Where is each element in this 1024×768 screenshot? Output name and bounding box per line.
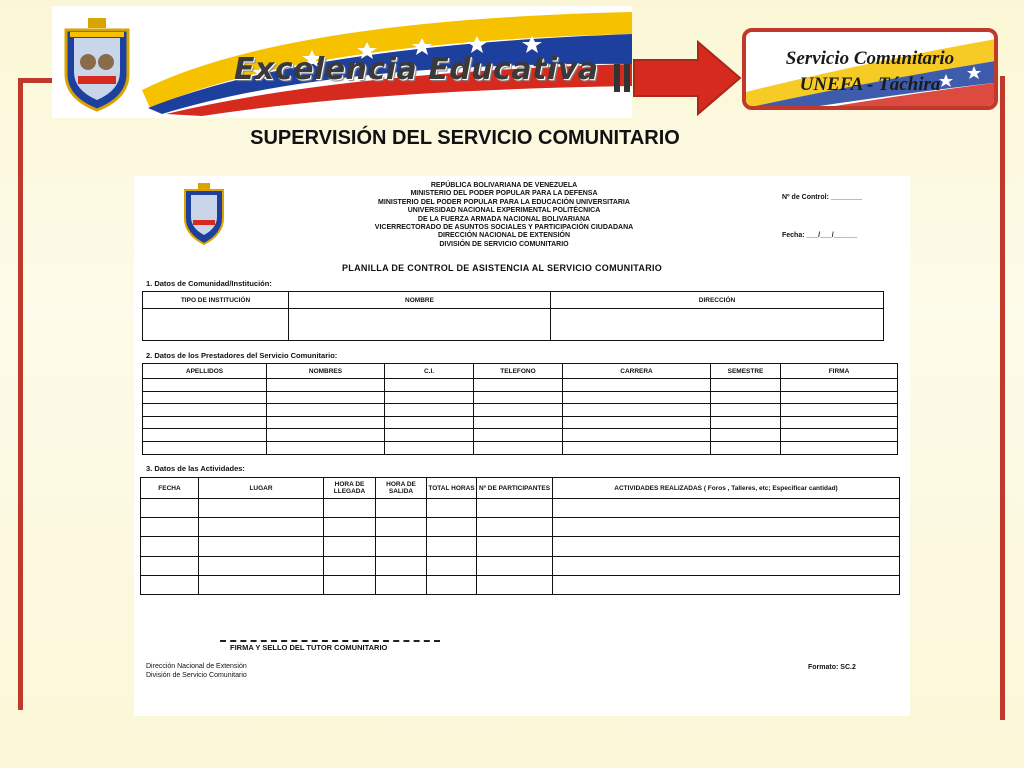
section2-label: 2. Datos de los Prestadores del Servicio Comunitario: bbox=[146, 351, 338, 360]
section1-label: 1. Datos de Comunidad/Institución: bbox=[146, 279, 272, 288]
table-cell bbox=[289, 309, 551, 341]
heading-line: DIVISIÓN DE SERVICIO COMUNITARIO bbox=[439, 240, 569, 248]
badge-line-campus: UNEFA - Táchira bbox=[799, 74, 941, 95]
column-header: HORA DE SALIDA bbox=[376, 478, 427, 499]
column-header: APELLIDOS bbox=[143, 364, 267, 379]
control-number-label: Nº de Control: ________ bbox=[782, 194, 862, 201]
document-seal-icon bbox=[182, 182, 226, 246]
signature-line bbox=[220, 640, 440, 642]
table-row bbox=[143, 429, 898, 442]
table-cell bbox=[551, 309, 884, 341]
footer-line: División de Servicio Comunitario bbox=[146, 672, 247, 679]
table-row bbox=[143, 379, 898, 392]
table-row bbox=[141, 556, 900, 575]
date-label: Fecha: ___/___/______ bbox=[782, 232, 858, 239]
heading-line: MINISTERIO DEL PODER POPULAR PARA LA EDUCACIÓN UNIVERSITARIA bbox=[378, 198, 630, 206]
header-banner bbox=[52, 6, 632, 118]
frame-left-border bbox=[18, 78, 23, 710]
column-header: ACTIVIDADES REALIZADAS ( Foros , Talleres, etc; Especificar cantidad) bbox=[553, 478, 900, 499]
table-row bbox=[143, 404, 898, 417]
column-header: CARRERA bbox=[563, 364, 711, 379]
arrow-right-icon bbox=[614, 40, 742, 116]
badge-line-service: Servicio Comunitario bbox=[785, 48, 955, 69]
table-row bbox=[143, 416, 898, 429]
column-header: TOTAL HORAS bbox=[427, 478, 477, 499]
column-header: C.I. bbox=[385, 364, 474, 379]
attendance-form-document bbox=[134, 176, 910, 716]
column-header: TIPO DE INSTITUCIÓN bbox=[143, 292, 289, 309]
column-header: FIRMA bbox=[781, 364, 898, 379]
footer-line: Dirección Nacional de Extensión bbox=[146, 663, 247, 670]
badge-flag-graphic bbox=[746, 32, 998, 110]
signature-label: FIRMA Y SELLO DEL TUTOR COMUNITARIO bbox=[230, 643, 388, 652]
section3-label: 3. Datos de las Actividades: bbox=[146, 464, 245, 473]
form-title: PLANILLA DE CONTROL DE ASISTENCIA AL SERVICIO COMUNITARIO bbox=[342, 263, 663, 273]
community-table bbox=[142, 291, 884, 341]
page-title bbox=[0, 127, 930, 150]
column-header: SEMESTRE bbox=[711, 364, 781, 379]
document-heading bbox=[334, 182, 674, 249]
document-footer-left bbox=[146, 662, 247, 680]
heading-line: DE LA FUERZA ARMADA NACIONAL BOLIVARIANA bbox=[417, 215, 591, 223]
frame-right-border bbox=[1000, 76, 1005, 720]
table-row bbox=[141, 499, 900, 518]
column-header: LUGAR bbox=[199, 478, 324, 499]
column-header: NOMBRES bbox=[267, 364, 385, 379]
column-header: Nº DE PARTICIPANTES bbox=[477, 478, 553, 499]
column-header: HORA DE LLEGADA bbox=[324, 478, 376, 499]
table-row bbox=[143, 441, 898, 454]
program-badge bbox=[742, 28, 998, 110]
table-row bbox=[143, 309, 884, 341]
heading-line: DIRECCIÓN NACIONAL DE EXTENSIÓN bbox=[437, 232, 571, 240]
table-row bbox=[141, 575, 900, 594]
university-seal-icon bbox=[60, 16, 134, 114]
heading-line: REPÚBLICA BOLIVARIANA DE VENEZUELA bbox=[430, 182, 578, 189]
activities-table bbox=[140, 477, 900, 595]
table-row bbox=[141, 537, 900, 556]
column-header: FECHA bbox=[141, 478, 199, 499]
heading-line: MINISTERIO DEL PODER POPULAR PARA LA DEFENSA bbox=[410, 190, 598, 198]
format-code: Formato: SC.2 bbox=[808, 664, 856, 671]
table-row bbox=[143, 391, 898, 404]
table-row bbox=[141, 518, 900, 537]
banner-title: Excelencia Educativa bbox=[234, 52, 599, 87]
column-header: TELEFONO bbox=[474, 364, 563, 379]
heading-line: VICERRECTORADO DE ASUNTOS SOCIALES Y PARTICIPACIÓN CIUDADANA bbox=[374, 224, 634, 232]
column-header: NOMBRE bbox=[289, 292, 551, 309]
page-title-text: SUPERVISIÓN DEL SERVICIO COMUNITARIO bbox=[250, 127, 680, 149]
column-header: DIRECCIÓN bbox=[551, 292, 884, 309]
table-cell bbox=[143, 309, 289, 341]
providers-table bbox=[142, 363, 898, 455]
heading-line: UNIVERSIDAD NACIONAL EXPERIMENTAL POLITÉCNICA bbox=[407, 207, 601, 215]
